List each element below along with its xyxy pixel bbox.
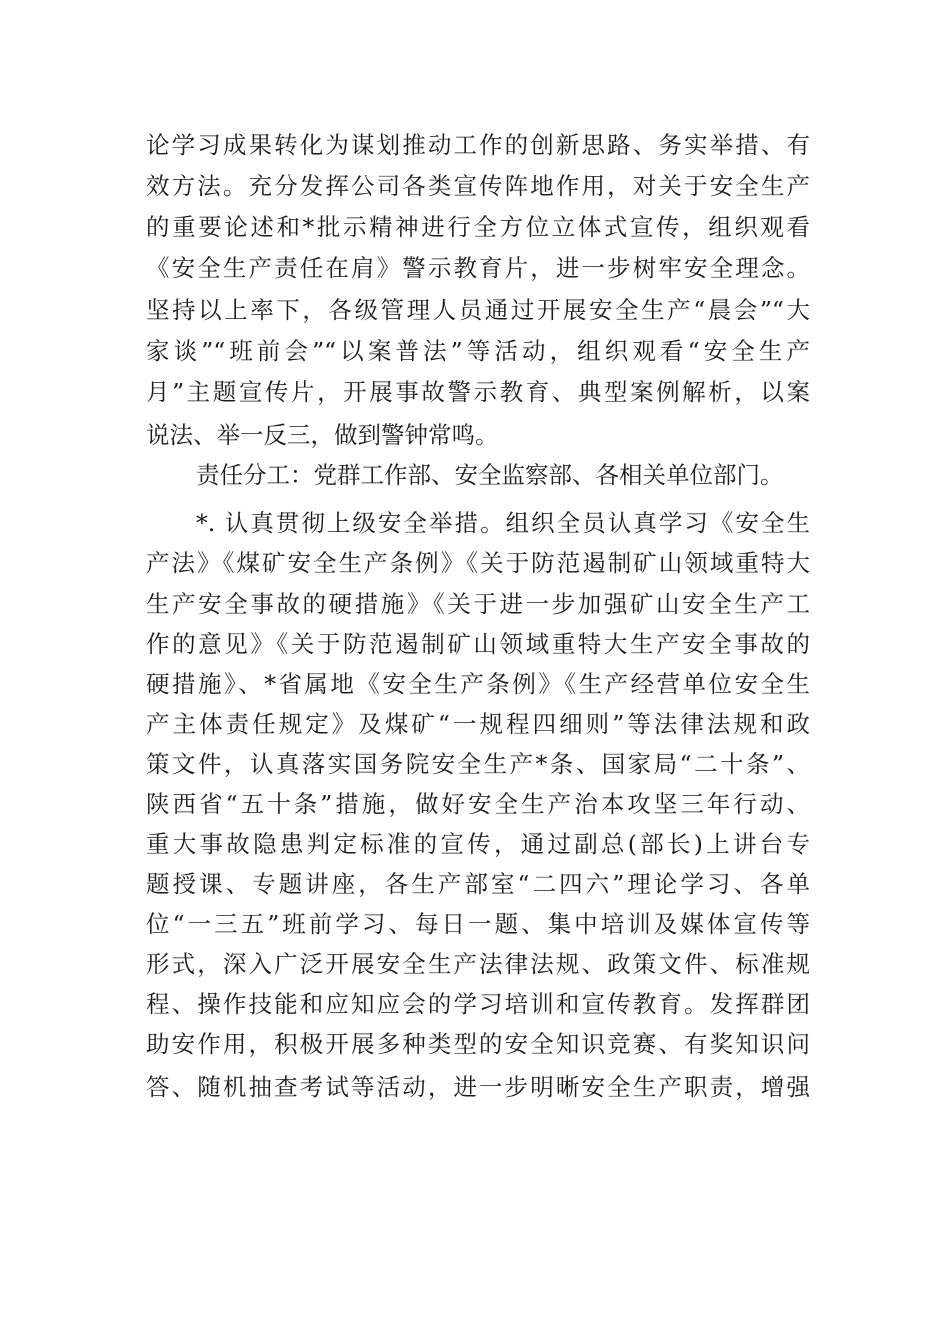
text-line: 月”主题宣传片，开展事故警示教育、典型案例解析，以案 [146,378,810,406]
text-line: 作的意见》《关于防范遏制矿山领域重特大生产安全事故的 [146,630,810,658]
text-line: 坚持以上率下，各级管理人员通过开展安全生产“晨会”“大 [146,296,810,324]
text-line: 生产安全事故的硬措施》《关于进一步加强矿山安全生产工 [146,590,810,618]
text-line: 的重要论述和*批示精神进行全方位立体式宣传，组织观看 [146,213,810,241]
text-line: 陕西省“五十条”措施，做好安全生产治本攻坚三年行动、 [146,790,810,818]
text-line: 产主体责任规定》及煤矿“一规程四细则”等法律法规和政 [146,710,810,738]
text-line: 说法、举一反三，做到警钟常鸣。 [146,421,499,449]
text-line: 形式，深入广泛开展安全生产法律法规、政策文件、标准规 [146,950,810,978]
text-line: 助安作用，积极开展多种类型的安全知识竞赛、有奖知识问 [146,1030,810,1058]
text-line: 重大事故隐患判定标准的宣传，通过副总(部长)上讲台专 [146,830,810,858]
text-line: 论学习成果转化为谋划推动工作的创新思路、务实举措、有 [146,131,810,159]
text-line: 题授课、专题讲座，各生产部室“二四六”理论学习、各单 [146,870,810,898]
text-line: 程、操作技能和应知应会的学习培训和宣传教育。发挥群团 [146,990,810,1018]
text-line: 硬措施》、*省属地《安全生产条例》《生产经营单位安全生 [146,670,810,698]
text-line: 家谈”“班前会”“以案普法”等活动，组织观看“安全生产 [146,337,810,365]
text-line: 位“一三五”班前学习、每日一题、集中培训及媒体宣传等 [146,910,810,938]
text-line: 答、随机抽查考试等活动，进一步明晰安全生产职责，增强 [146,1073,810,1101]
responsibility-line: 责任分工：党群工作部、安全监察部、各相关单位部门。 [196,461,784,489]
text-line: 《安全生产责任在肩》警示教育片，进一步树牢安全理念。 [146,254,810,282]
text-line: 效方法。充分发挥公司各类宣传阵地作用，对关于安全生产 [146,172,810,200]
text-line: 策文件，认真落实国务院安全生产*条、国家局“二十条”、 [146,750,810,778]
text-line: 产法》《煤矿安全生产条例》《关于防范遏制矿山领域重特大 [146,549,810,577]
section-heading-line: *. 认真贯彻上级安全举措。组织全员认真学习《安全生 [196,509,810,537]
